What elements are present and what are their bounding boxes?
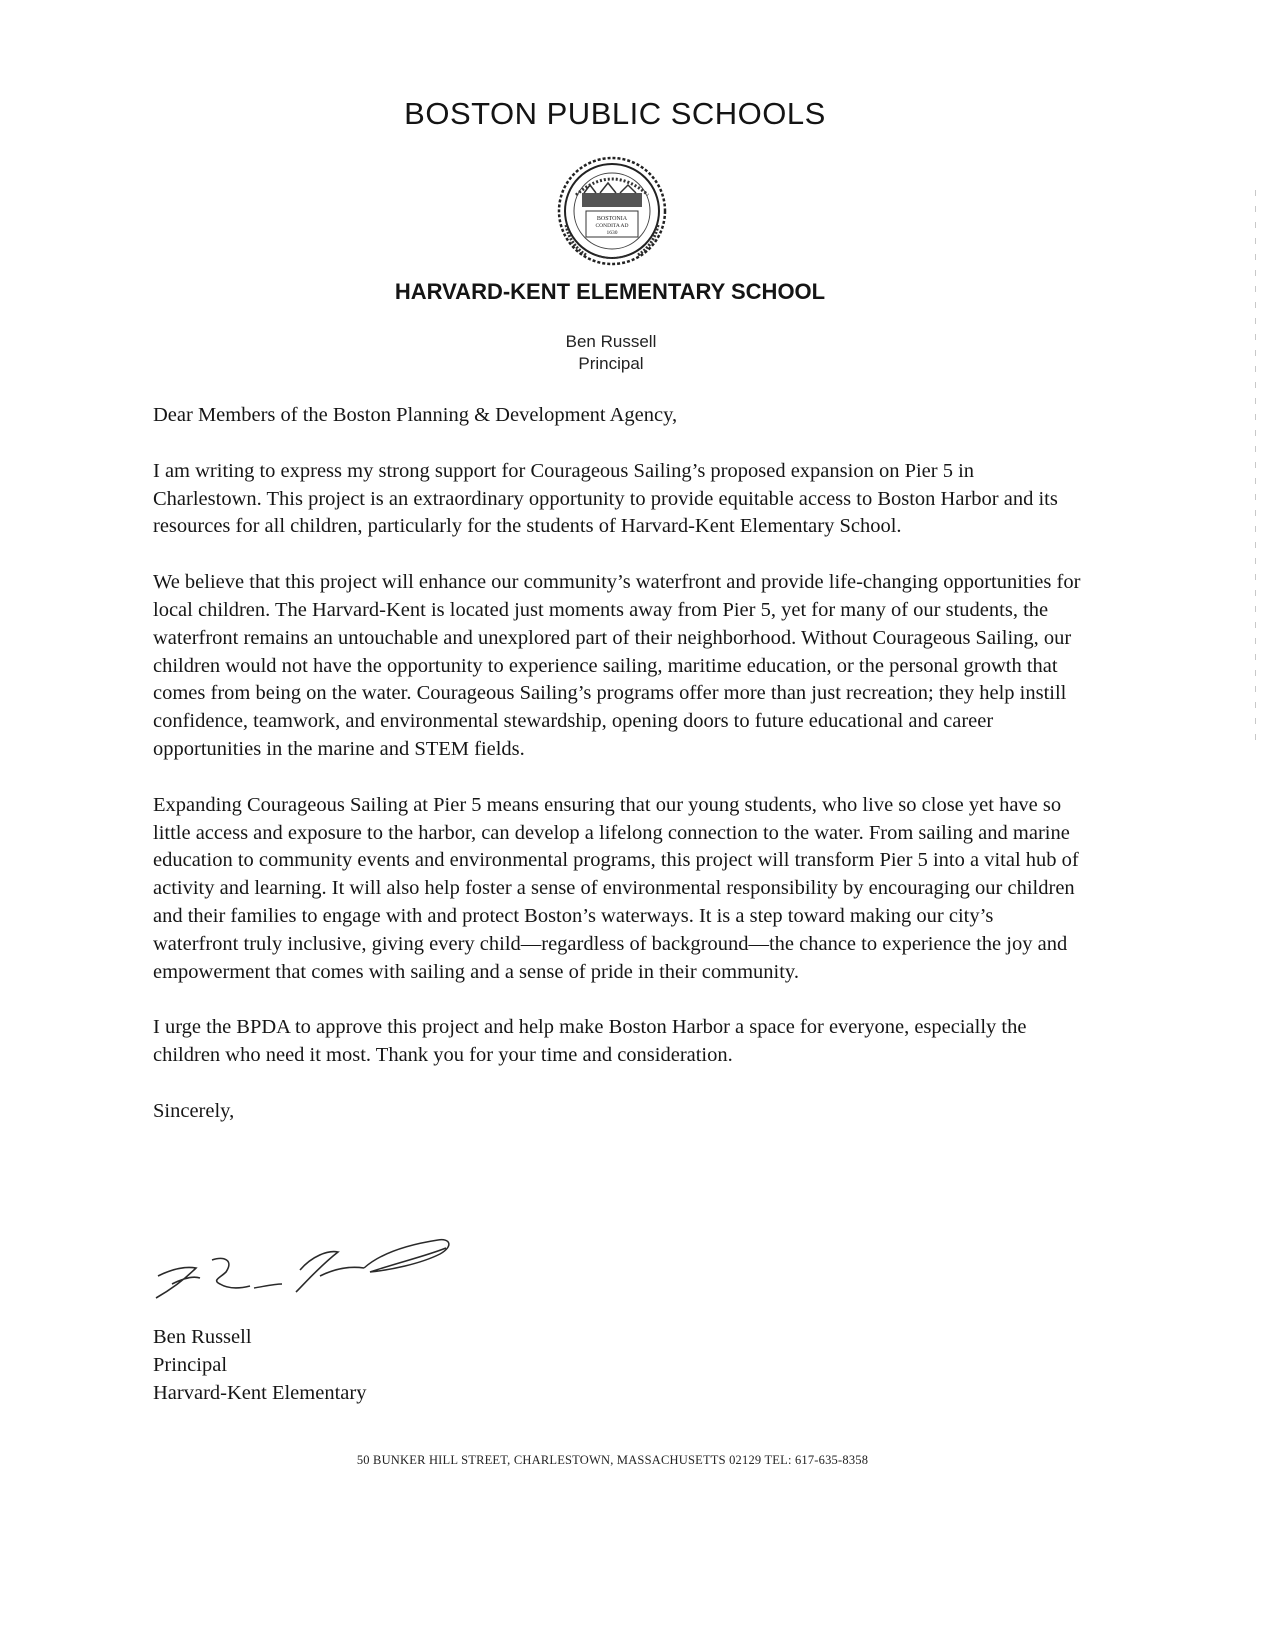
- principal-header: [0, 331, 1222, 375]
- svg-text:BOSTONIA: BOSTONIA: [596, 216, 628, 222]
- signer-school: Harvard-Kent Elementary: [153, 1382, 367, 1404]
- closing: Sincerely,: [153, 1099, 235, 1122]
- signature-block: [153, 1323, 553, 1407]
- letter-paragraph: I urge the BPDA to approve this project and help make Boston Harbor a space for everyone, especially the children who need it most. Thank you for your time and consideration.: [153, 1016, 1027, 1067]
- principal-title: Principal: [578, 354, 644, 373]
- salutation: Dear Members of the Boston Planning & Development Agency,: [153, 404, 678, 426]
- svg-text:CONDITA AD: CONDITA AD: [595, 223, 629, 229]
- letter-paragraph: We believe that this project will enhance our community’s waterfront and provide life-changing opportunities for local children. The Harvard-Kent is located just moments away from Pier 5, yet for many of our students, the waterfront remains an untouchable and unexplored part of their neighborhood. Without Courageous Sailing, our children would not have the opportunity to experience sailing, maritime education, or the personal growth that comes from being on the water. Courageous Sailing’s programs offer more than just recreation; they help instill confidence, teamwork, and environmental stewardship, opening doors to future educational and career opportunities in the marine and STEM fields.: [153, 571, 1081, 760]
- letter-paragraph: Expanding Courageous Sailing at Pier 5 means ensuring that our young students, who live so close yet have so little access and exposure to the harbor, can develop a lifelong connection to the water. From sailing and marine education to community events and environmental programs, this project will transform Pier 5 into a vital hub of activity and learning. It will also help foster a sense of environmental responsibility by encouraging our children and their families to engage with and protect Boston’s waterways. It is a step toward making our city’s waterfront truly inclusive, giving every child—regardless of background—the chance to experience the joy and empowerment that comes with sailing and a sense of pride in their community.: [153, 793, 1079, 983]
- principal-name: Ben Russell: [565, 332, 657, 351]
- school-name: HARVARD-KENT ELEMENTARY SCHOOL: [394, 279, 826, 304]
- letter-body: [153, 402, 1083, 1154]
- boston-city-seal-icon: [556, 155, 668, 267]
- svg-text:1630: 1630: [606, 230, 618, 236]
- signer-title: Principal: [153, 1354, 228, 1376]
- org-title: BOSTON PUBLIC SCHOOLS: [404, 96, 826, 131]
- scan-artifact-divider: [1254, 190, 1257, 750]
- letter-paragraph: I am writing to express my strong support for Courageous Sailing’s proposed expansion on Pier 5 in Charlestown. This project is an extraordinary opportunity to provide equitable access to Boston Harbor and its resources for all children, particularly for the students of Harvard-Kent Elementary School.: [153, 459, 1058, 538]
- handwritten-signature: [150, 1226, 460, 1306]
- footer-address: 50 BUNKER HILL STREET, CHARLESTOWN, MASSACHUSETTS 02129 TEL: 617-635-8358: [356, 1453, 869, 1467]
- signer-name: Ben Russell: [153, 1326, 252, 1348]
